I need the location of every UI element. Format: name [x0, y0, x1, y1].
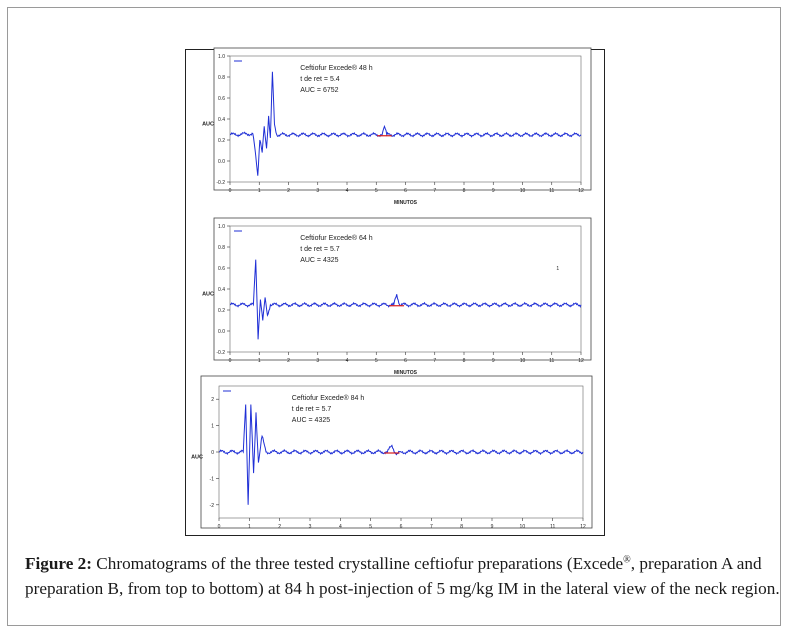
x-tick-label: 10 — [519, 188, 526, 194]
y-tick-label: 1.0 — [218, 224, 225, 230]
y-tick-label: 0.6 — [218, 96, 225, 102]
x-axis-label: MINUTOS — [394, 370, 417, 376]
annotation-line: t de ret = 5.4 — [300, 76, 340, 83]
annotation-line: Ceftiofur Excede® 48 h — [300, 65, 373, 72]
x-tick-label: 7 — [433, 358, 437, 364]
x-tick-label: 10 — [519, 358, 526, 364]
x-tick-label: 12 — [578, 188, 584, 194]
x-axis-label: MINUTOS — [394, 200, 417, 206]
y-tick-label: 2 — [211, 397, 214, 404]
annotation-line: Ceftiofur Excede® 84 h — [291, 395, 365, 402]
x-tick-label: 10 — [519, 524, 526, 530]
x-tick-label: 12 — [580, 524, 586, 530]
y-tick-label: 0.8 — [218, 245, 225, 251]
x-tick-label: 5 — [374, 358, 378, 364]
x-tick-label: 1 — [257, 188, 261, 194]
annotation-line: AUC = 6752 — [300, 87, 339, 94]
x-tick-label: 5 — [369, 524, 373, 530]
x-tick-label: 9 — [491, 188, 495, 194]
x-tick-label: 3 — [316, 358, 320, 364]
x-tick-label: 6 — [399, 524, 403, 530]
chromatogram-panels — [8, 8, 782, 538]
y-tick-label: 0.4 — [218, 287, 225, 293]
caption-text-1: Chromatograms of the three tested crystalline ceftiofur preparations (Excede — [92, 554, 624, 573]
x-tick-label: 4 — [338, 524, 342, 530]
annotation-line: Ceftiofur Excede® 64 h — [300, 235, 373, 242]
y-tick-label: 0.2 — [218, 138, 225, 144]
x-tick-label: 2 — [287, 188, 290, 194]
x-tick-label: 2 — [287, 358, 290, 364]
x-tick-label: 0 — [228, 358, 232, 364]
y-tick-label: 0 — [211, 450, 214, 456]
y-tick-label: 0.6 — [218, 266, 225, 272]
y-tick-label: 0.2 — [218, 308, 225, 314]
caption-text-2: , preparation A and preparation B, from top to bottom) at 84 h post-injection of 5 mg/kg IM in the lateral view of the neck region. — [25, 554, 780, 598]
y-tick-label: -1 — [209, 476, 214, 483]
x-tick-label: 1 — [247, 524, 251, 530]
x-tick-label: 3 — [308, 524, 312, 530]
x-tick-label: 0 — [217, 524, 221, 530]
x-tick-label: 1 — [257, 358, 261, 364]
x-tick-label: 11 — [549, 188, 555, 194]
annotation-line: AUC = 4325 — [300, 257, 339, 264]
x-tick-label: 12 — [578, 358, 584, 364]
x-tick-label: 9 — [491, 358, 495, 364]
y-tick-label: 1.0 — [218, 54, 225, 60]
x-tick-label: 9 — [490, 524, 494, 530]
panel-2-border — [214, 218, 591, 360]
x-tick-label: 11 — [550, 524, 556, 530]
figure-frame — [7, 7, 781, 626]
y-tick-label: -0.2 — [216, 350, 225, 356]
y-axis-label: AUC — [202, 121, 214, 128]
y-axis-label: AUC — [191, 454, 203, 461]
x-tick-label: 4 — [345, 358, 349, 364]
x-tick-label: 8 — [462, 188, 466, 194]
y-tick-label: 0.0 — [218, 329, 225, 335]
figure-caption — [25, 551, 785, 601]
y-tick-label: 0.8 — [218, 75, 225, 81]
x-tick-label: 6 — [404, 358, 407, 364]
x-tick-label: 6 — [404, 188, 407, 194]
x-tick-label: 0 — [228, 188, 232, 194]
x-tick-label: 8 — [462, 358, 466, 364]
y-tick-label: -2 — [209, 502, 214, 509]
x-tick-label: 8 — [460, 524, 464, 530]
x-tick-label: 2 — [278, 524, 282, 530]
annotation-line: AUC = 4325 — [291, 417, 331, 424]
x-tick-label: 7 — [429, 524, 433, 530]
y-axis-label: AUC — [202, 291, 214, 298]
extra-mark: 1 — [556, 266, 560, 273]
caption-label: Figure 2: — [25, 554, 92, 573]
y-tick-label: 0.4 — [218, 117, 225, 123]
y-tick-label: -0.2 — [216, 180, 225, 186]
y-tick-label: 1 — [211, 423, 214, 430]
annotation-line: t de ret = 5.7 — [291, 406, 332, 413]
x-tick-label: 11 — [549, 358, 555, 364]
x-tick-label: 4 — [345, 188, 349, 194]
caption-reg-mark: ® — [623, 554, 631, 566]
annotation-line: t de ret = 5.7 — [300, 246, 340, 253]
x-tick-label: 5 — [374, 188, 378, 194]
x-tick-label: 7 — [433, 188, 437, 194]
x-tick-label: 3 — [316, 188, 320, 194]
y-tick-label: 0.0 — [218, 159, 225, 165]
